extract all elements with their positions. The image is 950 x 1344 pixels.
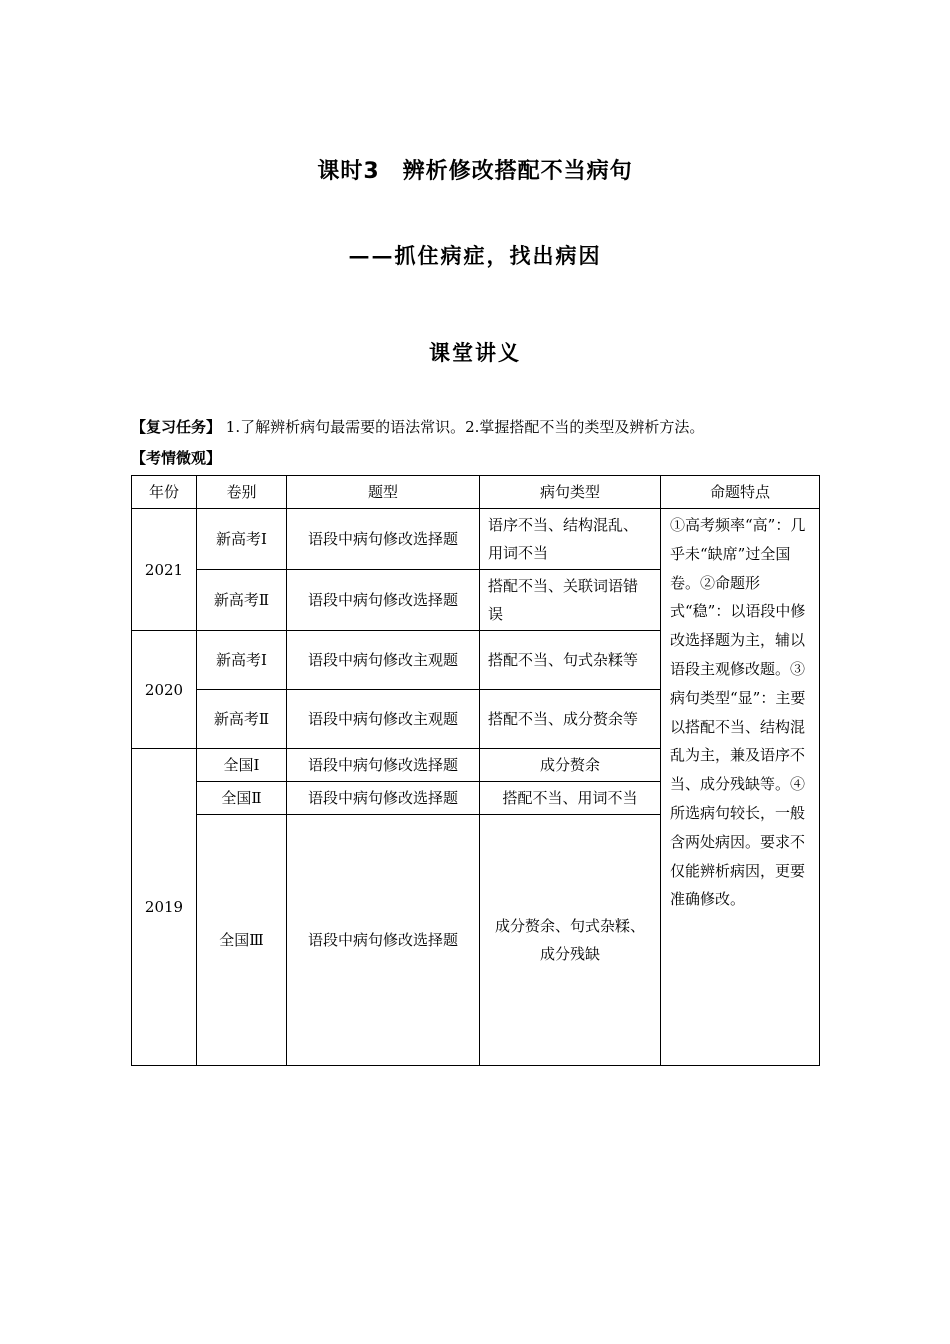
question-type-cell: 语段中病句修改选择题 bbox=[287, 749, 480, 782]
features-cell: ①高考频率“高”：几乎未“缺席”过全国卷。②命题形式“稳”：以语段中修改选择题为主，辅以语段主观修改题。③病句类型“显”：主要以搭配不当、结构混乱为主，兼及语序不当、成分残缺等。④所选病句较长，一般含两处病因。要求不仅能辨析病因，更要准确修改。 bbox=[661, 509, 820, 1066]
error-type-cell: 搭配不当、关联词语错误 bbox=[480, 570, 661, 631]
paper-cell: 新高考Ⅱ bbox=[197, 690, 287, 749]
question-type-cell: 语段中病句修改选择题 bbox=[287, 509, 480, 570]
header-features: 命题特点 bbox=[661, 476, 820, 509]
error-type-cell: 搭配不当、成分赘余等 bbox=[480, 690, 661, 749]
question-type-cell: 语段中病句修改选择题 bbox=[287, 782, 480, 815]
page-subtitle: ——抓住病症，找出病因 bbox=[348, 243, 602, 268]
review-task bbox=[131, 416, 704, 437]
paper-cell: 新高考Ⅰ bbox=[197, 509, 287, 570]
error-type-cell: 语序不当、结构混乱、用词不当 bbox=[480, 509, 661, 570]
error-type-cell: 成分赘余 bbox=[480, 749, 661, 782]
paper-cell: 新高考Ⅰ bbox=[197, 631, 287, 690]
paper-cell: 全国Ⅲ bbox=[197, 815, 287, 1066]
year-cell: 2020 bbox=[132, 631, 197, 749]
error-type-cell: 成分赘余、句式杂糅、成分残缺 bbox=[480, 815, 661, 1066]
section-heading: 课堂讲义 bbox=[429, 341, 521, 365]
error-type-cell: 搭配不当、句式杂糅等 bbox=[480, 631, 661, 690]
table-header-row bbox=[132, 476, 820, 509]
question-type-cell: 语段中病句修改选择题 bbox=[287, 570, 480, 631]
review-task-label: 【复习任务】 bbox=[131, 418, 222, 436]
review-task-text: 1.了解辨析病句最需要的语法常识。2.掌握搭配不当的类型及辨析方法。 bbox=[225, 418, 705, 436]
paper-cell: 全国Ⅰ bbox=[197, 749, 287, 782]
exam-overview-label: 【考情微观】 bbox=[131, 449, 222, 467]
year-cell: 2021 bbox=[132, 509, 197, 631]
question-type-cell: 语段中病句修改主观题 bbox=[287, 631, 480, 690]
paper-cell: 新高考Ⅱ bbox=[197, 570, 287, 631]
year-cell: 2019 bbox=[132, 749, 197, 1066]
table-row bbox=[132, 509, 820, 570]
paper-cell: 全国Ⅱ bbox=[197, 782, 287, 815]
question-type-cell: 语段中病句修改主观题 bbox=[287, 690, 480, 749]
header-error-type: 病句类型 bbox=[480, 476, 661, 509]
error-type-cell: 搭配不当、用词不当 bbox=[480, 782, 661, 815]
page-title: 课时3 辨析修改搭配不当病句 bbox=[317, 159, 633, 184]
exam-table bbox=[131, 475, 820, 1066]
header-question-type: 题型 bbox=[287, 476, 480, 509]
question-type-cell: 语段中病句修改选择题 bbox=[287, 815, 480, 1066]
header-paper: 卷别 bbox=[197, 476, 287, 509]
header-year: 年份 bbox=[132, 476, 197, 509]
